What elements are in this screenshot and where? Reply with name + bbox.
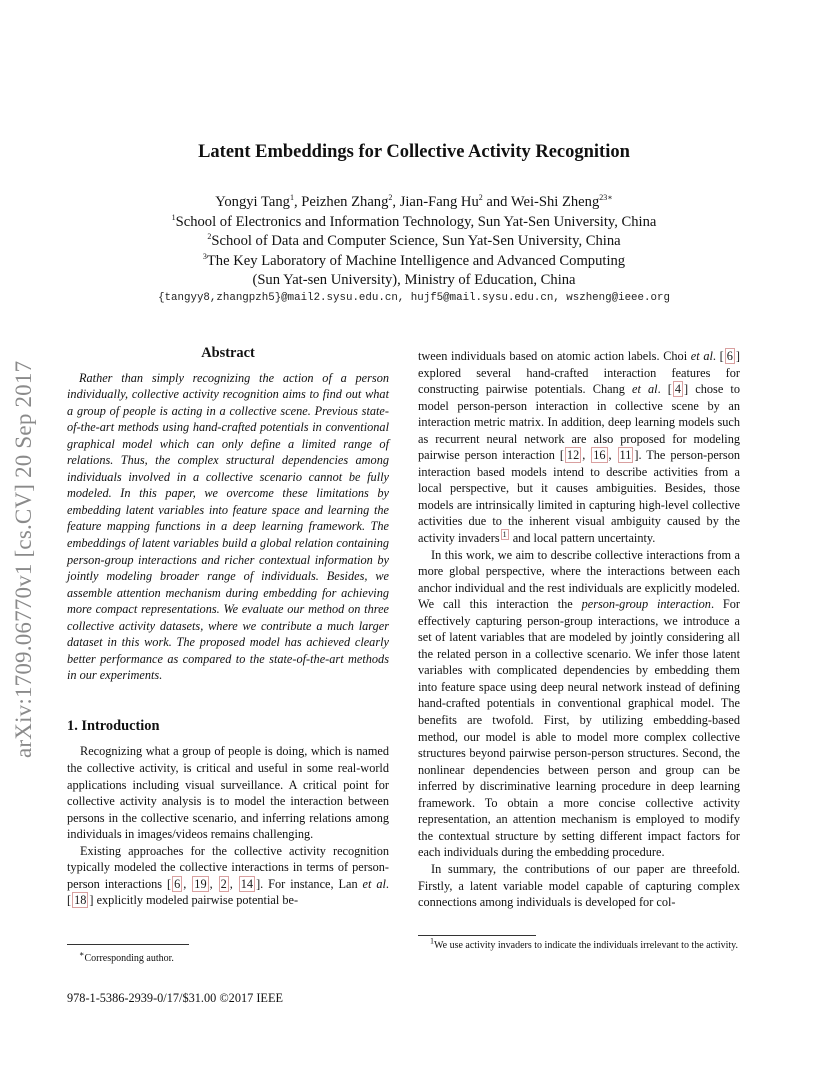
author-affil-mark: 23∗ [599,193,613,203]
citation-link[interactable]: 4 [674,382,682,397]
citation-link[interactable]: 6 [726,349,733,363]
author-name: Wei-Shi Zheng [510,194,600,210]
affiliation [0,232,828,252]
author-affil-mark: 1 [289,193,294,203]
footnote-rule [67,944,189,945]
text-run: tween individuals based on atomic action labels. Choi [418,349,691,363]
citation-link[interactable]: 19 [194,876,207,891]
footnote [67,949,387,965]
paragraph: In summary, the contributions of our paper are threefold. Firstly, a latent variable model capable of capturing complex connections among individuals is developed for col- [418,861,740,910]
affiliation-mark: 3 [202,251,207,261]
citation-link[interactable]: 6 [174,876,181,891]
text-run: . [ [657,382,672,397]
citation-link[interactable]: 16 [593,448,606,463]
citation-link[interactable]: 14 [240,876,254,891]
affiliation [0,213,828,233]
abstract-text: Rather than simply recognizing the action of a person individually, collective activity recognition aims to find out what a group of people is acting in a collective scene. Previous state-of-the-art methods using hand-crafted potentials in conventional graphical model which can only define a limited range of relations. Thus, the complex structural dependencies among individuals involved in a collective scenario cannot be fully modeled. In this paper, we overcome these limitations by embedding latent variables into feature space and learning the feature mapping functions in a deep learning framework. The embeddings of latent variables build a global relation containing person-group interactions and richer contextual information by jointly modeling broader range of individuals. Besides, we assemble attention mechanism during embedding for achieving more compact representations. We evaluate our method on three collective activity datasets, where we contribute a much larger dataset in this work. The proposed model has achieved clearly better performance as compared to the state-of-the-art methods in our experiments. [67,370,389,683]
copyright-notice: 978-1-5386-2939-0/17/$31.00 ©2017 IEEE [67,991,283,1005]
paragraph [418,547,740,861]
text-run: et al [632,382,658,397]
footnote-mark: 1 [430,936,434,946]
text-run: ] explicitly modeled pairwise potential be- [89,893,299,908]
paragraph: tween individuals based on atomic action labels. Choi et al. [ 6 ] explored several hand-crafted interaction features for constructing pairwise potentials. Chang et al. [ 4 ] chose to model person-person interaction in collective scene by an interaction metric matrix. In addition, deep learning models such as recurrent neural network are also proposed for modeling pairwise person interaction [ 12 , 16 , 11 ]. The person-person interaction based models intend to describe activities from a local perspective, but it causes ambiguities. Besides, those models are intrinsically limited in capturing high-level collective activities due to the inherent visual ambiguity caused by the activity invaders $^1$ and local pattern uncertainty. [418,349,741,546]
section-heading: 1. Introduction [67,717,160,734]
text-run: ]. For instance, Lan [256,876,363,891]
affiliation-mark: 2 [207,232,212,242]
footnote-mark: ∗ [79,949,85,959]
text-run: person-group interaction [581,597,711,612]
author-affil-mark: 2 [478,193,483,203]
arxiv-identifier: arXiv:1709.06770v1 [cs.CV] 20 Sep 2017 [11,360,36,758]
affiliation-text: (Sun Yat-sen University), Ministry of Education, China [252,272,576,288]
author-emails: {tangyy8,zhangpzh5}@mail2.sysu.edu.cn, hujf5@mail.sysu.edu.cn, wszheng@ieee.org [158,292,670,304]
text-run: In this work, we aim to describe collective interactions from a more global perspective, where the interactions between each anchor individual and the rest individuals are explicitly modeled. We call this interaction the [418,547,740,612]
text-run: and local pattern uncertainty. [509,531,656,546]
text-run: et al [362,876,386,891]
paper-title: Latent Embeddings for Collective Activity Recognition [198,142,630,162]
affiliation [0,271,828,291]
author-list: Yongyi Tang$^1$, Peizhen Zhang$^2$, Jian-Fang Hu$^2$ and Wei-Shi Zheng$^{23∗}$ [215,193,613,210]
footnote [418,936,740,952]
text-run: et al [690,349,713,363]
left-column [67,345,389,909]
text-run: ] chose to model person-person interaction in collective scene by an interaction metric matrix. In addition, deep learning models such as recurrent neural network are also proposed for modeling pairwise person interaction [ [418,382,740,463]
author-name: Peizhen Zhang [301,194,389,210]
text-run: . [ [712,349,724,363]
citation-link[interactable]: 12 [566,448,580,463]
paragraph: Recognizing what a group of people is doing, which is named the collective activity, is critical and useful in some real-world applications including visual surveillance. A critical point for collective activity analysis is to model the interaction between persons in the collective scenario, and inferring relations among individuals in images/videos remains challenging. [67,744,389,842]
text-run: . For effectively capturing person-group interactions, we introduce a set of latent variables that are modeled by jointly considering all the related person in a collective scenario. We infer those latent variables with complicated dependencies by embedding them into feature space using deep neural network instead of defining hand-crafted potentials in conventional graphical model. The benefits are twofold. First, by utilizing embedding-based method, our model is able to model more complex collective structures beyond pairwise person-person structures. Second, the nonlinear dependencies between person and group can be inferred by discriminative learning procedure in deep learning framework. To obtain a more concise collective activity representation, an attention mechanism is employed to modify the contextual structure by setting different impact factors for each individuals during the embedding procedure. [418,597,740,860]
text-run: . [ [67,876,389,908]
affiliation-text: School of Data and Computer Science, Sun Yat-Sen University, China [211,233,621,249]
citation-link[interactable]: 18 [74,893,87,908]
affiliation [0,252,828,272]
right-column [418,348,740,911]
footnote-text: We use activity invaders to indicate the individuals irrelevant to the activity. [434,940,739,951]
author-block [0,193,828,291]
footnote-rule [418,935,536,936]
author-affil-mark: 2 [388,193,393,203]
text-run: Existing approaches for the collective activity recognition typically modeled the collective interactions in terms of person-person interactions [ [67,843,389,891]
paragraph: Existing approaches for the collective activity recognition typically modeled the collective interactions in terms of person-person interactions [ 6 , 19 , 2 , 14 ]. For instance, Lan et al. [ 18 ] explicitly modeled pairwise potential be- [67,843,389,908]
affiliation-text: School of Electronics and Information Technology, Sun Yat-Sen University, China [175,213,657,230]
text-run: ]. The person-person interaction based models intend to describe activities from a local perspective, but it causes ambiguities. Besides, those models are intrinsically limited in capturing high-level collective activities due to the inherent visual ambiguity caused by the activity invaders [418,448,740,546]
author-name: Jian-Fang Hu [399,194,479,210]
text-run: ] explored several hand-crafted interaction features for constructing pairwise potentials. Chang [418,349,741,397]
citation-link[interactable]: 11 [619,448,632,463]
citation-link[interactable]: 2 [220,876,227,891]
abstract-heading: Abstract [201,345,255,361]
affiliation-mark: 1 [171,212,176,222]
footnote-text: Corresponding author. [84,953,174,964]
footnote-link[interactable]: 1 [502,529,507,539]
author-name: Yongyi Tang [215,194,290,210]
affiliation-text: The Key Laboratory of Machine Intelligence and Advanced Computing [206,252,626,269]
